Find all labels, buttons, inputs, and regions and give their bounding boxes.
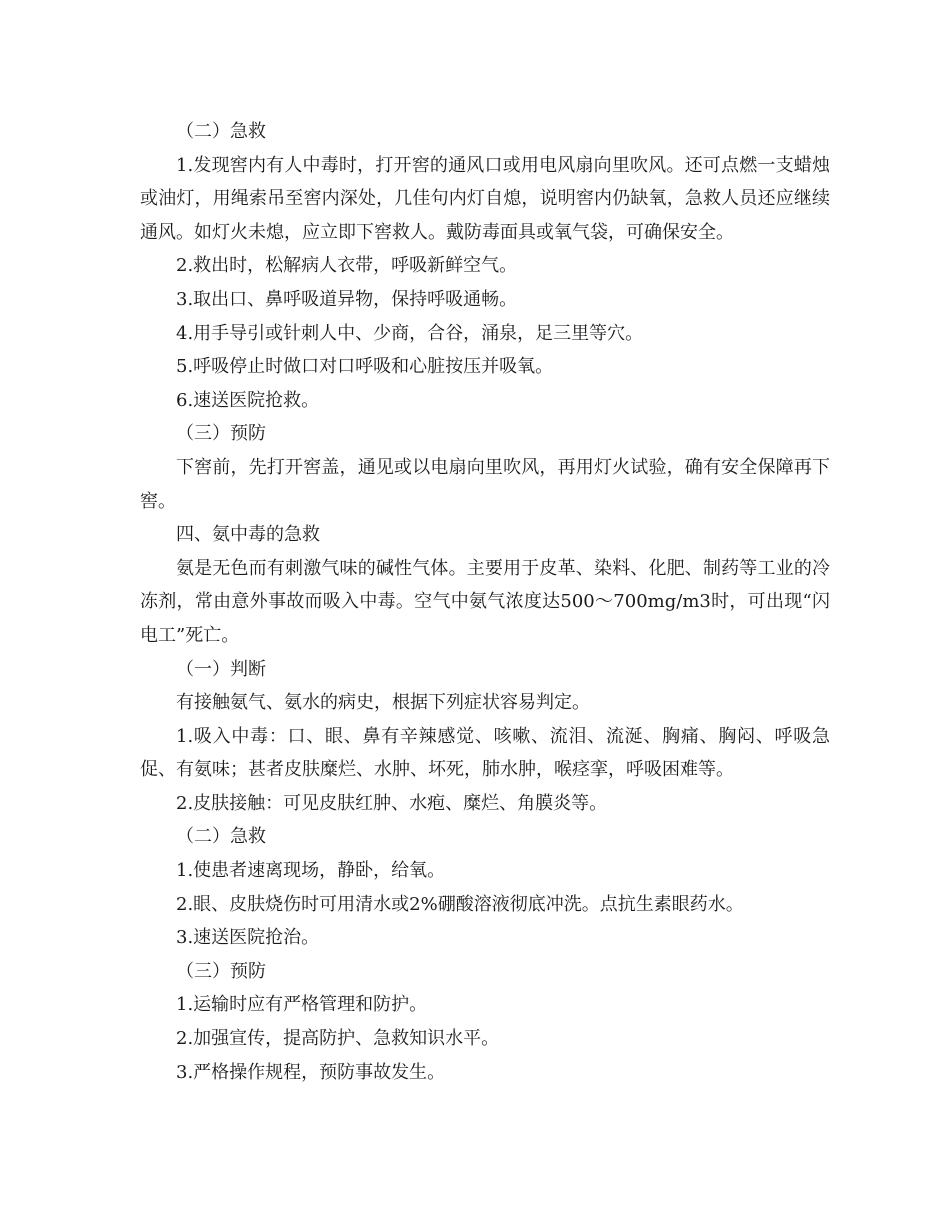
paragraph-first-aid-step-6: 6.速送医院抢救。 bbox=[176, 389, 320, 411]
section-heading-prevention: （三）预防 bbox=[176, 423, 266, 445]
document-body bbox=[140, 115, 830, 1089]
paragraph-diagnosis-skin: 2.皮肤接触：可见皮肤红肿、水疱、糜烂、角膜炎等。 bbox=[176, 792, 608, 814]
paragraph-prevention-cellar: 下窖前，先打开窖盖，通见或以电扇向里吹风，再用灯火试验，确有安全保障再下窖。 bbox=[140, 456, 830, 512]
paragraph-ammonia-prevention-1: 1.运输时应有严格管理和防护。 bbox=[176, 994, 428, 1016]
paragraph-ammonia-aid-step-1: 1.使患者速离现场，静卧，给氧。 bbox=[176, 860, 446, 882]
section-heading-ammonia: 四、氨中毒的急救 bbox=[176, 524, 320, 546]
section-heading-ammonia-prevention: （三）预防 bbox=[176, 960, 266, 982]
paragraph-diagnosis-intro: 有接触氨气、氨水的病史，根据下列症状容易判定。 bbox=[176, 692, 590, 714]
paragraph-ammonia-aid-step-3: 3.速送医院抢治。 bbox=[176, 927, 320, 949]
paragraph-ammonia-prevention-3: 3.严格操作规程，预防事故发生。 bbox=[176, 1061, 446, 1083]
section-heading-first-aid: （二）急救 bbox=[176, 121, 266, 142]
paragraph-first-aid-step-2: 2.救出时，松解病人衣带，呼吸新鲜空气。 bbox=[176, 255, 518, 277]
paragraph-ammonia-intro: 氨是无色而有刺激气味的碱性气体。主要用于皮革、染料、化肥、制药等工业的冷冻剂，常由意外事故而吸入中毒。空气中氨气浓度达500～700mg/m3时，可出现“闪电工”死亡。 bbox=[140, 557, 830, 646]
paragraph-ammonia-prevention-2: 2.加强宣传，提高防护、急救知识水平。 bbox=[176, 1028, 500, 1050]
paragraph-first-aid-step-1: 1.发现窖内有人中毒时，打开窖的通风口或用电风扇向里吹风。还可点燃一支蜡烛或油灯，用绳索吊至窖内深处，几佳句内灯自熄，说明窖内仍缺氧，急救人员还应继续通风。如灯火未熄，应立即下窖救人。戴防毒面具或氧气袋，可确保安全。 bbox=[140, 154, 830, 243]
paragraph-ammonia-aid-step-2: 2.眼、皮肤烧伤时可用清水或2%硼酸溶液彻底冲洗。点抗生素眼药水。 bbox=[176, 893, 744, 915]
paragraph-diagnosis-inhalation: 1.吸入中毒：口、眼、鼻有辛辣感觉、咳嗽、流泪、流涎、胸痛、胸闷、呼吸急促、有氨味；甚者皮肤糜烂、水肿、坏死，肺水肿，喉痉挛，呼吸困难等。 bbox=[140, 725, 830, 781]
section-heading-diagnosis: （一）判断 bbox=[176, 658, 266, 680]
paragraph-first-aid-step-5: 5.呼吸停止时做口对口呼吸和心脏按压并吸氧。 bbox=[176, 356, 554, 378]
paragraph-first-aid-step-4: 4.用手导引或针刺人中、少商，合谷，涌泉，足三里等穴。 bbox=[176, 322, 644, 344]
paragraph-first-aid-step-3: 3.取出口、鼻呼吸道异物，保持呼吸通畅。 bbox=[176, 288, 518, 310]
section-heading-ammonia-first-aid: （二）急救 bbox=[176, 826, 266, 848]
